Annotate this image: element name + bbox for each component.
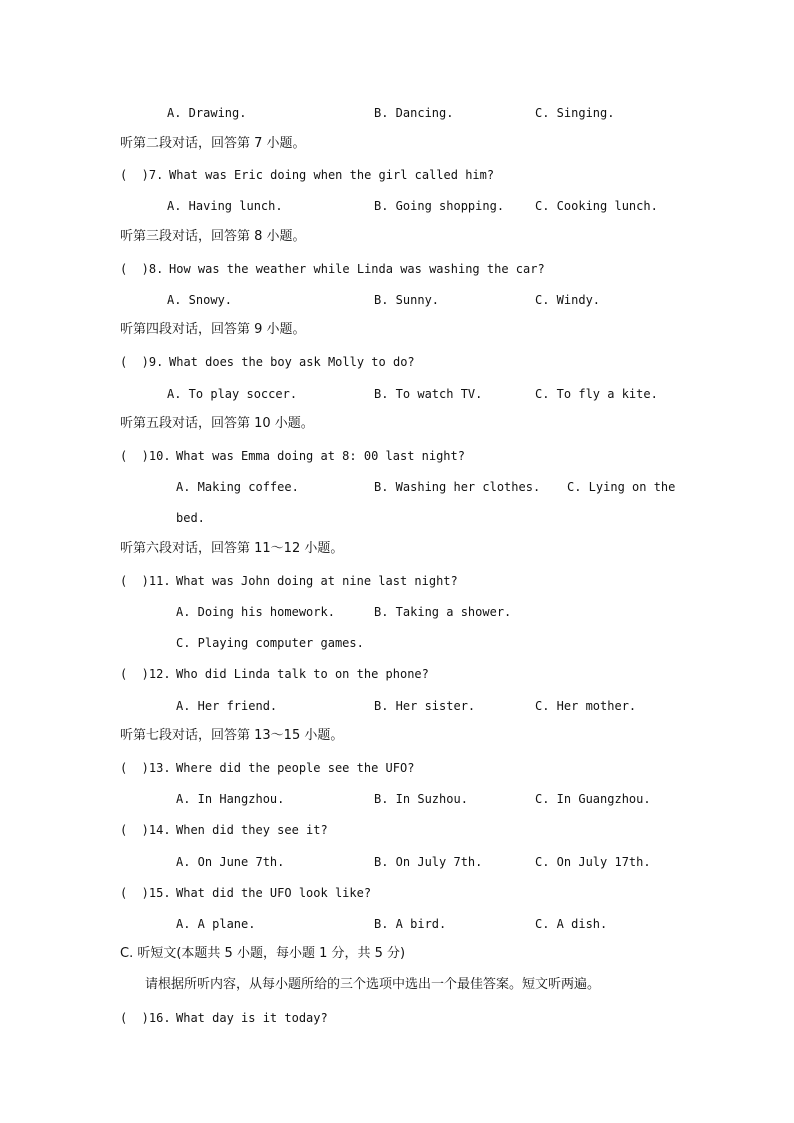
part-c-instruction: 请根据所听内容，从每小题所给的三个选项中选出一个最佳答案。短文听两遍。 xyxy=(145,977,601,992)
q15-option-c: C. A dish. xyxy=(535,917,608,931)
q14-number: ( )14. xyxy=(120,823,171,837)
q13-option-c: C. In Guangzhou. xyxy=(535,792,651,806)
q15-number: ( )15. xyxy=(120,886,171,900)
q15-option-b: B. A bird. xyxy=(374,917,447,931)
section-7-heading: 听第七段对话，回答第 13～15 小题。 xyxy=(120,728,344,743)
q7-option-c: C. Cooking lunch. xyxy=(535,199,658,213)
q15-text: What did the UFO look like? xyxy=(176,886,372,900)
q12-text: Who did Linda talk to on the phone? xyxy=(176,667,429,681)
q8-text: How was the weather while Linda was washing the car? xyxy=(169,262,545,276)
q10-option-a: A. Making coffee. xyxy=(176,480,299,494)
q12-option-a: A. Her friend. xyxy=(176,699,278,713)
q8-number: ( )8. xyxy=(120,262,164,276)
q9-option-a: A. To play soccer. xyxy=(167,387,298,401)
q10-option-c-continued: bed. xyxy=(176,511,205,525)
q10-number: ( )10. xyxy=(120,449,171,463)
section-4-heading: 听第四段对话，回答第 9 小题。 xyxy=(120,322,306,337)
q8-option-c: C. Windy. xyxy=(535,293,601,307)
q16-number: ( )16. xyxy=(120,1011,171,1025)
section-2-heading: 听第二段对话，回答第 7 小题。 xyxy=(120,136,306,151)
q10-option-c: C. Lying on the xyxy=(567,480,676,494)
q7-option-a: A. Having lunch. xyxy=(167,199,283,213)
q11-option-b: B. Taking a shower. xyxy=(374,605,512,619)
section-6-heading: 听第六段对话，回答第 11～12 小题。 xyxy=(120,541,344,556)
q14-text: When did they see it? xyxy=(176,823,328,837)
q12-option-b: B. Her sister. xyxy=(374,699,476,713)
q13-number: ( )13. xyxy=(120,761,171,775)
q13-option-b: B. In Suzhou. xyxy=(374,792,468,806)
q11-number: ( )11. xyxy=(120,574,171,588)
q9-option-c: C. To fly a kite. xyxy=(535,387,658,401)
q13-option-a: A. In Hangzhou. xyxy=(176,792,285,806)
q16-text: What day is it today? xyxy=(176,1011,328,1025)
q12-number: ( )12. xyxy=(120,667,171,681)
q14-option-a: A. On June 7th. xyxy=(176,855,285,869)
q11-option-c: C. Playing computer games. xyxy=(176,636,364,650)
section-5-heading: 听第五段对话，回答第 10 小题。 xyxy=(120,416,314,431)
q7-option-b: B. Going shopping. xyxy=(374,199,505,213)
q9-number: ( )9. xyxy=(120,355,164,369)
q12-option-c: C. Her mother. xyxy=(535,699,637,713)
q10-text: What was Emma doing at 8: 00 last night? xyxy=(176,449,465,463)
q6-option-a: A. Drawing. xyxy=(167,106,247,120)
q9-option-b: B. To watch TV. xyxy=(374,387,483,401)
q11-text: What was John doing at nine last night? xyxy=(176,574,458,588)
section-3-heading: 听第三段对话，回答第 8 小题。 xyxy=(120,229,306,244)
q7-number: ( )7. xyxy=(120,168,164,182)
q8-option-b: B. Sunny. xyxy=(374,293,440,307)
q6-option-b: B. Dancing. xyxy=(374,106,454,120)
q14-option-b: B. On July 7th. xyxy=(374,855,483,869)
q14-option-c: C. On July 17th. xyxy=(535,855,651,869)
q7-text: What was Eric doing when the girl called him? xyxy=(169,168,495,182)
q8-option-a: A. Snowy. xyxy=(167,293,233,307)
q6-option-c: C. Singing. xyxy=(535,106,615,120)
q10-option-b: B. Washing her clothes. xyxy=(374,480,541,494)
q11-option-a: A. Doing his homework. xyxy=(176,605,335,619)
q15-option-a: A. A plane. xyxy=(176,917,256,931)
part-c-heading: C. 听短文(本题共 5 小题，每小题 1 分，共 5 分) xyxy=(120,946,406,961)
q13-text: Where did the people see the UFO? xyxy=(176,761,415,775)
q9-text: What does the boy ask Molly to do? xyxy=(169,355,415,369)
